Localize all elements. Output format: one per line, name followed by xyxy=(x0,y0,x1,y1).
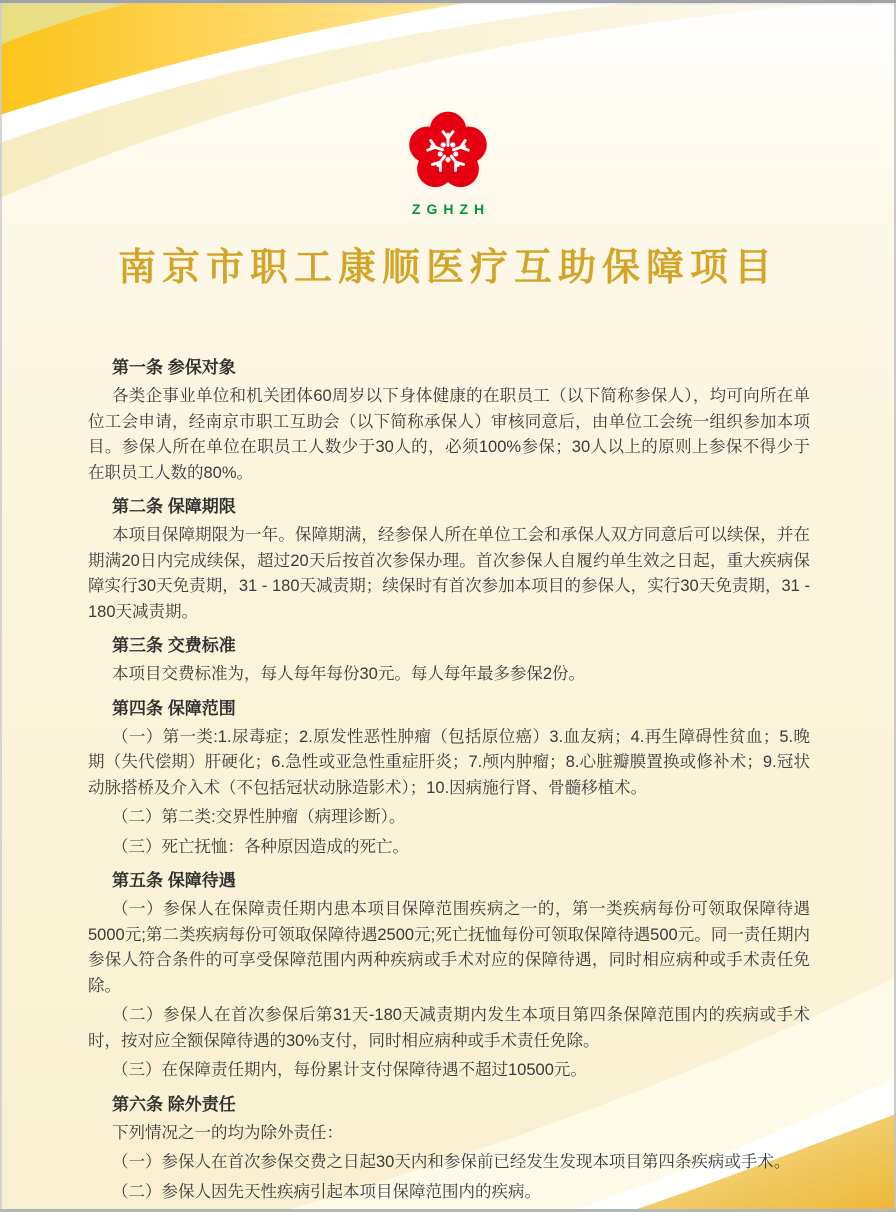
section-paragraph: （三）死亡抚恤：各种原因造成的死亡。 xyxy=(112,837,409,856)
plum-blossom-icon xyxy=(399,102,497,198)
section-paragraph: 本项目交费标准为，每人每年每份30元。每人每年最多参保2份。 xyxy=(112,665,586,683)
section-heading: 第四条 保障范围 xyxy=(112,698,236,718)
section-paragraph: （二）参保人因先天性疾病引起本项目保障范围内的疾病。 xyxy=(112,1182,541,1201)
page-title: 南京市职工康顺医疗互助保障项目 xyxy=(117,247,778,289)
logo xyxy=(0,102,896,217)
section-paragraph: （一）参保人在首次参保交费之日起30天内和参保前已经发生发现本项目第四条疾病或手术。 xyxy=(112,1153,791,1171)
logo-monogram: ZGHZH xyxy=(411,201,491,217)
section-paragraph: 各类企事业单位和机关团体60周岁以下身体健康的在职员工（以下简称参保人），均可向所在单位工会申请，经南京市职工互助会（以下简称承保人）审核同意后，由单位工会统一组织参加本项目。参保人所在单位在职员工人数少于30人的，必须100%参保；30人以上的原则上参保不得少于在职员工人数的80%。 xyxy=(88,387,810,482)
document-body xyxy=(88,355,810,1205)
section-heading: 第一条 参保对象 xyxy=(112,358,236,377)
section-heading: 第五条 保障待遇 xyxy=(112,871,236,890)
section-paragraph: （一）第一类:1.尿毒症；2.原发性恶性肿瘤（包括原位癌）3.血友病；4.再生障碍性贫血；5.晚期（失代偿期）肝硬化；6.急性或亚急性重症肝炎；7.颅内肿瘤；8.心脏瓣膜置换或修补术；9.冠状动脉搭桥及介入术（不包括冠状动脉造影术）；10.因病施行肾、骨髓移植术。 xyxy=(88,727,810,797)
section-paragraph: 本项目保障期限为一年。保障期满，经参保人所在单位工会和承保人双方同意后可以续保，并在期满20日内完成续保，超过20天后按首次参保办理。首次参保人自履约单生效之日起，重大疾病保障实行30天免责期，31 - 180天减责期；续保时有首次参加本项目的参保人，实行30天免责期，31 - 180天减责期。 xyxy=(88,526,810,621)
section-paragraph: （三）在保障责任期内，每份累计支付保障待遇不超过10500元。 xyxy=(112,1061,587,1079)
document-content xyxy=(0,102,896,1205)
section-paragraph: （二）参保人在首次参保后第31天-180天减责期内发生本项目第四条保障范围内的疾病或手术时，按对应全额保障待遇的30%支付，同时相应病种或手术责任免除。 xyxy=(88,1006,810,1050)
section-paragraph: 下列情况之一的均为除外责任： xyxy=(112,1123,343,1142)
section-heading: 第三条 交费标准 xyxy=(112,636,236,655)
section-heading: 第六条 除外责任 xyxy=(112,1094,236,1114)
section-heading: 第二条 保障期限 xyxy=(112,497,236,516)
section-paragraph: （一）参保人在保障责任期内患本项目保障范围疾病之一的，第一类疾病每份可领取保障待遇5000元;第二类疾病每份可领取保障待遇2500元;死亡抚恤每份可领取保障待遇500元。同一责任期内参保人符合条件的可享受保障范围内两种疾病或手术对应的保障待遇，同时相应病种或手术责任免除。 xyxy=(88,900,810,995)
section-paragraph: （二）第二类:交界性肿瘤（病理诊断）。 xyxy=(112,808,406,826)
